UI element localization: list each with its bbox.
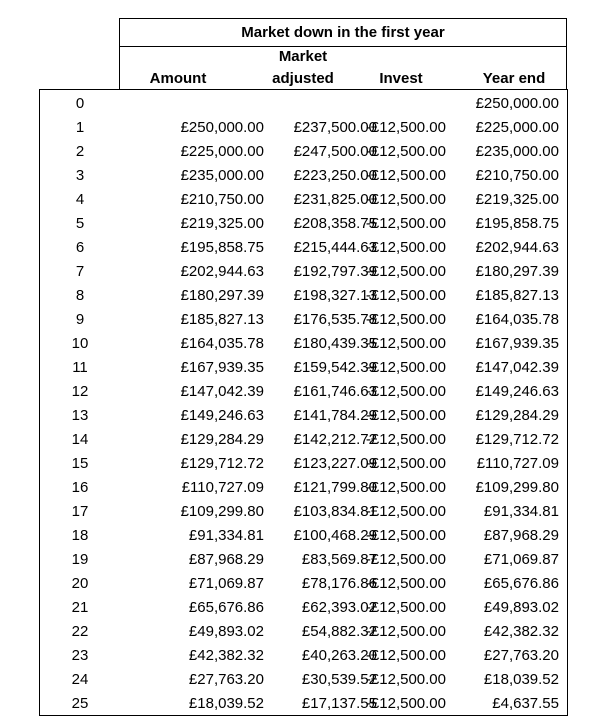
- table-row: [40, 404, 567, 428]
- amount-cell: £49,893.02: [188, 623, 264, 640]
- market-adjusted-cell: £30,539.52: [301, 671, 377, 688]
- column-header-invest: Invest: [379, 70, 423, 87]
- table-row: [40, 548, 567, 572]
- column-header-amount: Amount: [149, 70, 207, 87]
- amount-cell: £180,297.39: [180, 287, 264, 304]
- table-row: [40, 356, 567, 380]
- year-cell: 14: [71, 431, 89, 448]
- invest-cell: -£12,500.00: [365, 575, 446, 592]
- data-table: [39, 89, 568, 716]
- year-end-cell: £219,325.00: [475, 191, 559, 208]
- year-cell: 8: [75, 287, 85, 304]
- invest-cell: -£12,500.00: [365, 623, 446, 640]
- table-row: [40, 236, 567, 260]
- amount-cell: £202,944.63: [180, 263, 264, 280]
- year-cell: 3: [75, 167, 85, 184]
- market-adjusted-cell: £161,746.63: [293, 383, 377, 400]
- invest-cell: -£12,500.00: [365, 503, 446, 520]
- market-adjusted-cell: £180,439.35: [293, 335, 377, 352]
- amount-cell: £129,284.29: [180, 431, 264, 448]
- table-row: [40, 572, 567, 596]
- invest-cell: -£12,500.00: [365, 671, 446, 688]
- year-cell: 6: [75, 239, 85, 256]
- amount-cell: £225,000.00: [180, 143, 264, 160]
- market-adjusted-cell: £141,784.29: [293, 407, 377, 424]
- year-end-cell: £250,000.00: [475, 95, 559, 112]
- year-end-cell: £4,637.55: [492, 695, 559, 712]
- table-title: Market down in the first year: [241, 24, 445, 41]
- year-end-cell: £42,382.32: [483, 623, 559, 640]
- amount-cell: £18,039.52: [188, 695, 264, 712]
- year-cell: 9: [75, 311, 85, 328]
- invest-cell: -£12,500.00: [365, 287, 446, 304]
- invest-cell: -£12,500.00: [365, 407, 446, 424]
- year-end-cell: £167,939.35: [475, 335, 559, 352]
- amount-cell: £210,750.00: [180, 191, 264, 208]
- year-end-cell: £225,000.00: [475, 119, 559, 136]
- year-end-cell: £91,334.81: [483, 503, 559, 520]
- amount-cell: £129,712.72: [180, 455, 264, 472]
- amount-cell: £110,727.09: [181, 479, 264, 496]
- table-row: [40, 620, 567, 644]
- invest-cell: -£12,500.00: [365, 167, 446, 184]
- year-cell: 13: [71, 407, 89, 424]
- table-row: [40, 164, 567, 188]
- market-adjusted-cell: £40,263.20: [301, 647, 377, 664]
- invest-cell: -£12,500.00: [365, 359, 446, 376]
- amount-cell: £164,035.78: [180, 335, 264, 352]
- amount-cell: £71,069.87: [188, 575, 264, 592]
- market-adjusted-cell: £231,825.00: [293, 191, 377, 208]
- column-header-market-line1: Market: [278, 48, 328, 65]
- year-end-cell: £49,893.02: [483, 599, 559, 616]
- invest-cell: -£12,500.00: [365, 551, 446, 568]
- table-row: [40, 332, 567, 356]
- year-cell: 5: [75, 215, 85, 232]
- market-adjusted-cell: £208,358.75: [293, 215, 377, 232]
- year-end-cell: £129,712.72: [475, 431, 559, 448]
- invest-cell: -£12,500.00: [365, 647, 446, 664]
- year-end-cell: £235,000.00: [475, 143, 559, 160]
- year-end-cell: £202,944.63: [475, 239, 559, 256]
- invest-cell: -£12,500.00: [365, 383, 446, 400]
- market-adjusted-cell: £83,569.87: [301, 551, 377, 568]
- amount-cell: £87,968.29: [188, 551, 264, 568]
- invest-cell: -£12,500.00: [365, 263, 446, 280]
- market-adjusted-cell: £62,393.02: [301, 599, 377, 616]
- invest-cell: -£12,500.00: [365, 335, 446, 352]
- market-adjusted-cell: £103,834.81: [293, 503, 377, 520]
- amount-cell: £250,000.00: [180, 119, 264, 136]
- table-row: [40, 116, 567, 140]
- amount-cell: £65,676.86: [188, 599, 264, 616]
- year-end-cell: £164,035.78: [475, 311, 559, 328]
- market-adjusted-cell: £215,444.63: [293, 239, 377, 256]
- table-row: [40, 380, 567, 404]
- table-row: [40, 668, 567, 692]
- invest-cell: -£12,500.00: [365, 239, 446, 256]
- year-cell: 20: [71, 575, 89, 592]
- year-cell: 17: [71, 503, 89, 520]
- year-cell: 12: [71, 383, 89, 400]
- invest-cell: -£12,500.00: [365, 527, 446, 544]
- invest-cell: -£12,500.00: [365, 119, 446, 136]
- year-cell: 16: [71, 479, 89, 496]
- table-row: [40, 524, 567, 548]
- year-cell: 22: [71, 623, 89, 640]
- year-cell: 23: [71, 647, 89, 664]
- table-row: [40, 92, 567, 116]
- year-end-cell: £27,763.20: [483, 647, 559, 664]
- table-row: [40, 692, 567, 716]
- table-row: [40, 452, 567, 476]
- market-adjusted-cell: £17,137.55: [301, 695, 377, 712]
- table-row: [40, 308, 567, 332]
- invest-cell: -£12,500.00: [365, 215, 446, 232]
- invest-cell: -£12,500.00: [365, 479, 446, 496]
- table-row: [40, 188, 567, 212]
- invest-cell: -£12,500.00: [365, 455, 446, 472]
- column-header-market-line2: adjusted: [272, 70, 334, 87]
- year-end-cell: £147,042.39: [475, 359, 559, 376]
- year-cell: 25: [71, 695, 89, 712]
- table-row: [40, 140, 567, 164]
- amount-cell: £42,382.32: [188, 647, 264, 664]
- year-end-cell: £71,069.87: [483, 551, 559, 568]
- market-adjusted-cell: £142,212.72: [293, 431, 377, 448]
- table-row: [40, 500, 567, 524]
- year-end-cell: £110,727.09: [476, 455, 559, 472]
- invest-cell: -£12,500.00: [365, 311, 446, 328]
- table-row: [40, 284, 567, 308]
- year-cell: 19: [71, 551, 89, 568]
- year-cell: 11: [72, 359, 88, 376]
- table-row: [40, 212, 567, 236]
- year-end-cell: £180,297.39: [475, 263, 559, 280]
- amount-cell: £149,246.63: [180, 407, 264, 424]
- year-cell: 2: [75, 143, 85, 160]
- market-adjusted-cell: £54,882.32: [301, 623, 377, 640]
- market-adjusted-cell: £159,542.39: [293, 359, 377, 376]
- table-row: [40, 260, 567, 284]
- market-adjusted-cell: £223,250.00: [293, 167, 377, 184]
- year-cell: 18: [71, 527, 89, 544]
- year-cell: 21: [71, 599, 89, 616]
- market-adjusted-cell: £123,227.09: [293, 455, 377, 472]
- year-end-cell: £65,676.86: [483, 575, 559, 592]
- table-header: [119, 18, 567, 89]
- table-row: [40, 644, 567, 668]
- year-cell: 4: [75, 191, 85, 208]
- table-row: [40, 596, 567, 620]
- invest-cell: -£12,500.00: [365, 143, 446, 160]
- amount-cell: £185,827.13: [180, 311, 264, 328]
- amount-cell: £167,939.35: [180, 359, 264, 376]
- amount-cell: £27,763.20: [188, 671, 264, 688]
- table-row: [40, 476, 567, 500]
- year-cell: 1: [75, 119, 85, 136]
- year-end-cell: £195,858.75: [475, 215, 559, 232]
- year-end-cell: £185,827.13: [475, 287, 559, 304]
- amount-cell: £147,042.39: [180, 383, 264, 400]
- market-adjusted-cell: £121,799.80: [293, 479, 377, 496]
- year-end-cell: £109,299.80: [475, 479, 559, 496]
- year-end-cell: £18,039.52: [483, 671, 559, 688]
- market-adjusted-cell: £100,468.29: [293, 527, 377, 544]
- year-cell: 0: [75, 95, 85, 112]
- year-cell: 15: [71, 455, 89, 472]
- year-cell: 7: [75, 263, 85, 280]
- invest-cell: -£12,500.00: [365, 599, 446, 616]
- year-end-cell: £149,246.63: [475, 383, 559, 400]
- year-end-cell: £210,750.00: [475, 167, 559, 184]
- year-end-cell: £129,284.29: [475, 407, 559, 424]
- amount-cell: £195,858.75: [180, 239, 264, 256]
- year-cell: 24: [71, 671, 89, 688]
- invest-cell: -£12,500.00: [365, 431, 446, 448]
- market-adjusted-cell: £176,535.78: [293, 311, 377, 328]
- amount-cell: £91,334.81: [188, 527, 264, 544]
- invest-cell: -£12,500.00: [365, 695, 446, 712]
- year-cell: 10: [71, 335, 89, 352]
- market-adjusted-cell: £192,797.39: [293, 263, 377, 280]
- column-header-year-end: Year end: [482, 70, 546, 87]
- market-adjusted-cell: £247,500.00: [293, 143, 377, 160]
- market-adjusted-cell: £237,500.00: [293, 119, 377, 136]
- amount-cell: £235,000.00: [180, 167, 264, 184]
- year-end-cell: £87,968.29: [483, 527, 559, 544]
- invest-cell: -£12,500.00: [365, 191, 446, 208]
- market-adjusted-cell: £78,176.86: [301, 575, 377, 592]
- market-adjusted-cell: £198,327.13: [293, 287, 377, 304]
- amount-cell: £109,299.80: [180, 503, 264, 520]
- table-row: [40, 428, 567, 452]
- amount-cell: £219,325.00: [180, 215, 264, 232]
